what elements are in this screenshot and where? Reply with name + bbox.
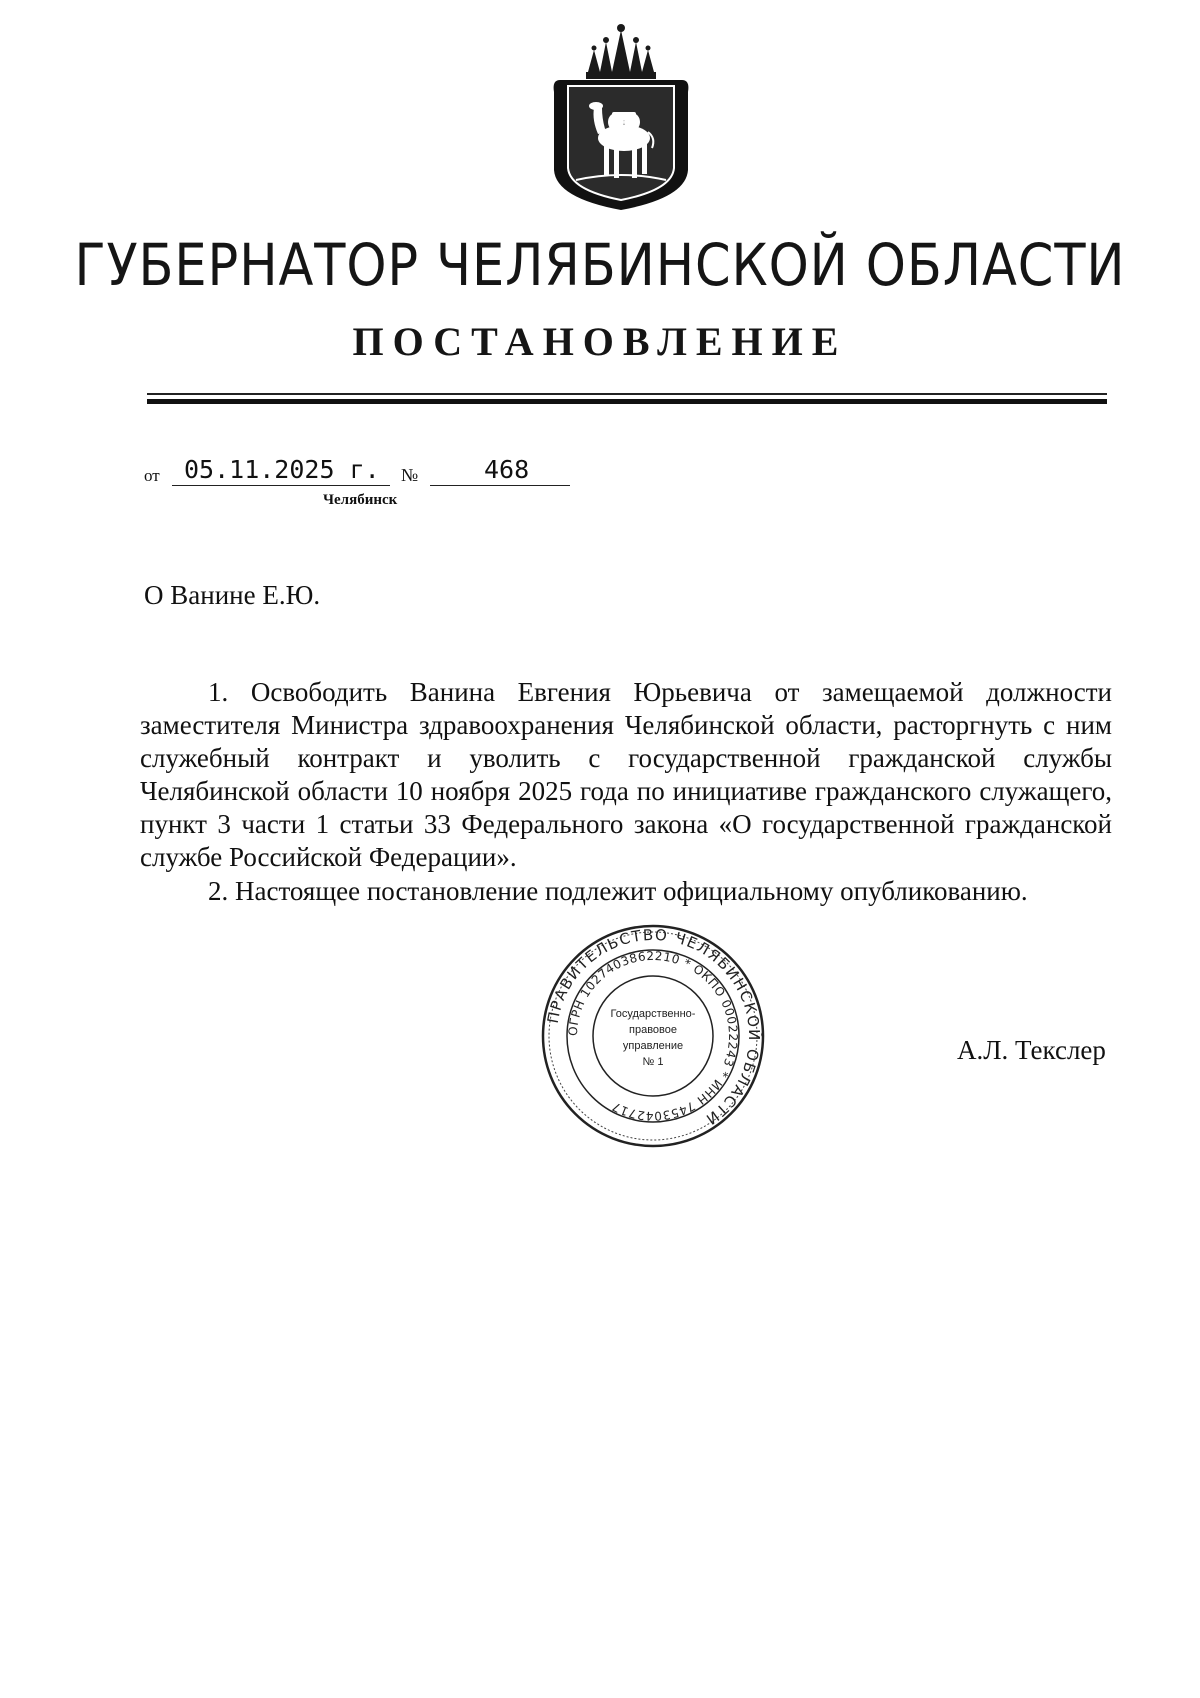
issuing-authority: ГУБЕРНАТОР ЧЕЛЯБИНСКОЙ ОБЛАСТИ	[74, 231, 1126, 299]
document-date: 05.11.2025 г.	[184, 455, 380, 484]
header-divider-thin	[147, 393, 1107, 395]
issue-city: Челябинск	[323, 492, 398, 508]
number-underline	[430, 485, 570, 486]
header-divider-thick	[147, 399, 1107, 404]
document-type: ПОСТАНОВЛЕНИЕ	[352, 319, 848, 364]
stamp-center-line-1: Государственно-	[610, 1008, 696, 1020]
coat-of-arms-icon	[546, 20, 696, 212]
date-label: от	[144, 466, 160, 485]
official-seal-icon	[540, 923, 766, 1149]
stamp-outer-text: ПРАВИТЕЛЬСТВО ЧЕЛЯБИНСКОЙ ОБЛАСТИ	[543, 925, 764, 1130]
stamp-center-line-3: управление	[622, 1040, 684, 1052]
document-subject: О Ванине Е.Ю.	[144, 580, 321, 610]
stamp-center-line-4: № 1	[642, 1056, 664, 1068]
document-number: 468	[484, 455, 530, 484]
date-underline	[172, 485, 390, 486]
stamp-center-line-2: правовое	[629, 1024, 677, 1036]
paragraph-2: 2. Настоящее постановление подлежит официальному опубликованию.	[208, 876, 1028, 906]
stamp-registration-text: ОГРН 1027403862210 * ОКПО 00022243 * ИНН 7453042717	[565, 948, 741, 1124]
signatory-name: А.Л. Текслер	[957, 1035, 1106, 1065]
number-label: №	[401, 465, 419, 485]
paragraph-1: 1. Освободить Ванина Евгения Юрьевича от замещаемой должности заместителя Министра здравоохранения Челябинской области, расторгнуть с ним служебный контракт и уволить с государственной гражданской службы Челябинской области 10 ноября 2025 года по инициативе гражданского служащего, пункт 3 части 1 статьи 33 Федерального закона «О государственной гражданской службе Российской Федерации».	[140, 677, 1112, 872]
